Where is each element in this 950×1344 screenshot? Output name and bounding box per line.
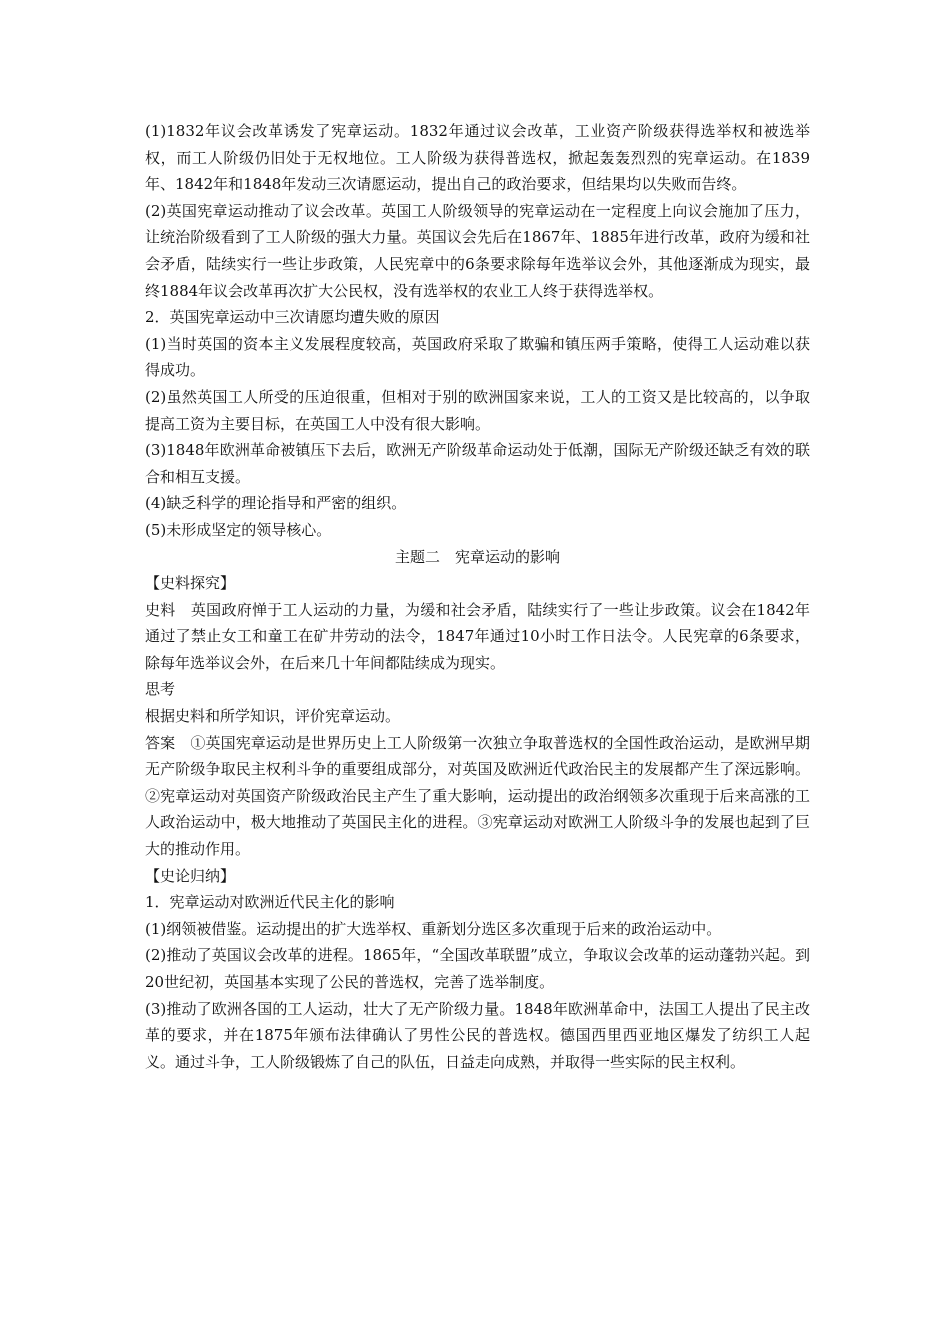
paragraph: 【史料探究】	[145, 574, 236, 593]
paragraph: (4)缺乏科学的理论指导和严密的组织。	[145, 494, 407, 513]
paragraph: (1)纲领被借鉴。运动提出的扩大选举权、重新划分选区多次重现于后来的政治运动中。	[145, 919, 722, 938]
paragraph: 思考	[145, 680, 176, 699]
paragraph: 2．英国宪章运动中三次请愿均遭失败的原因	[145, 308, 440, 327]
paragraph: (3)1848年欧洲革命被镇压下去后，欧洲无产阶级革命运动处于低潮，国际无产阶级还缺乏有效的联合和相互支援。	[145, 441, 810, 486]
document-page	[145, 118, 810, 1075]
paragraph: (2)推动了英国议会改革的进程。1865年，“全国改革联盟”成立，争取议会改革的运动蓬勃兴起。到20世纪初，英国基本实现了公民的普选权，完善了选举制度。	[145, 946, 810, 991]
paragraph: (2)英国宪章运动推动了议会改革。英国工人阶级领导的宪章运动在一定程度上向议会施加了压力，让统治阶级看到了工人阶级的强大力量。英国议会先后在1867年、1885年进行改革，政府为缓和社会矛盾，陆续实行一些让步政策，人民宪章中的6条要求除每年选举议会外，其他逐渐成为现实，最终1884年议会改革再次扩大公民权，没有选举权的农业工人终于获得选举权。	[145, 201, 810, 300]
paragraph: 答案 ①英国宪章运动是世界历史上工人阶级第一次独立争取普选权的全国性政治运动，是欧洲早期无产阶级争取民主权利斗争的重要组成部分，对英国及欧洲近代政治民主的发展都产生了深远影响。②宪章运动对英国资产阶级政治民主产生了重大影响，运动提出的政治纲领多次重现于后来高涨的工人政治运动中，极大地推动了英国民主化的进程。③宪章运动对欧洲工人阶级斗争的发展也起到了巨大的推动作用。	[145, 733, 810, 859]
paragraph: (2)虽然英国工人所受的压迫很重，但相对于别的欧洲国家来说，工人的工资又是比较高的，以争取提高工资为主要目标，在英国工人中没有很大影响。	[145, 387, 810, 433]
paragraph: 1．宪章运动对欧洲近代民主化的影响	[145, 893, 395, 912]
paragraph: 【史论归纳】	[145, 866, 236, 885]
paragraph: (3)推动了欧洲各国的工人运动，壮大了无产阶级力量。1848年欧洲革命中，法国工人提出了民主改革的要求，并在1875年颁布法律确认了男性公民的普选权。德国西里西亚地区爆发了纺织工人起义。通过斗争，工人阶级锻炼了自己的队伍，日益走向成熟，并取得一些实际的民主权利。	[145, 999, 810, 1071]
section-title: 主题二 宪章运动的影响	[394, 547, 560, 566]
paragraph: 根据史料和所学知识，评价宪章运动。	[145, 707, 401, 726]
paragraph: (1)1832年议会改革诱发了宪章运动。1832年通过议会改革，工业资产阶级获得选举权和被选举权，而工人阶级仍旧处于无权地位。工人阶级为获得普选权，掀起轰轰烈烈的宪章运动。在1839年、1842年和1848年发动三次请愿运动，提出自己的政治要求，但结果均以失败而告终。	[145, 122, 810, 194]
paragraph: (5)未形成坚定的领导核心。	[145, 520, 332, 539]
paragraph: 史料 英国政府惮于工人运动的力量，为缓和社会矛盾，陆续实行了一些让步政策。议会在1842年通过了禁止女工和童工在矿井劳动的法令，1847年通过10小时工作日法令。人民宪章的6条要求，除每年选举议会外，在后来几十年间都陆续成为现实。	[145, 600, 810, 672]
paragraph: (1)当时英国的资本主义发展程度较高，英国政府采取了欺骗和镇压两手策略，使得工人运动难以获得成功。	[145, 334, 810, 380]
